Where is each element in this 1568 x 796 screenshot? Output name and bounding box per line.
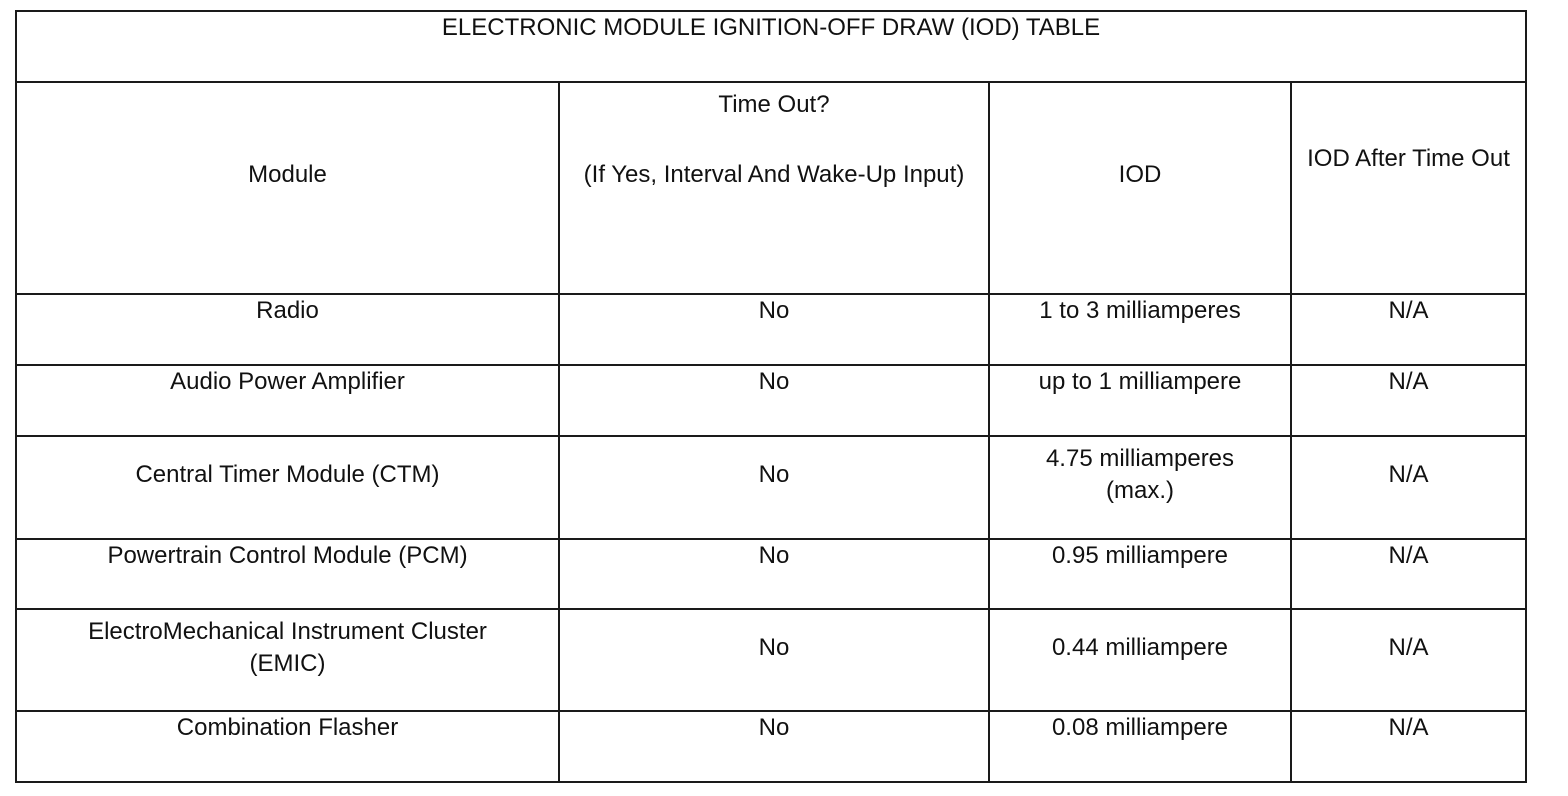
- cell-iod-after: N/A: [1291, 436, 1526, 539]
- cell-timeout: No: [559, 365, 989, 436]
- header-timeout-line2: (If Yes, Interval And Wake-Up Input): [583, 161, 965, 188]
- header-timeout: [559, 82, 989, 294]
- table-row: [16, 294, 1526, 365]
- header-iod-after: [1291, 82, 1526, 294]
- table-row: [16, 711, 1526, 782]
- table-row: [16, 539, 1526, 609]
- cell-iod-after: N/A: [1291, 711, 1526, 782]
- header-iod: [989, 82, 1291, 294]
- cell-module: Combination Flasher: [16, 711, 559, 782]
- cell-iod: 1 to 3 milliamperes: [989, 294, 1291, 365]
- table-row: [16, 609, 1526, 711]
- cell-module: ElectroMechanical Instrument Cluster (EMIC): [16, 609, 559, 711]
- cell-timeout: No: [559, 539, 989, 609]
- cell-module: Radio: [16, 294, 559, 365]
- header-row: [16, 82, 1526, 294]
- cell-iod: up to 1 milliampere: [989, 365, 1291, 436]
- cell-iod-after: N/A: [1291, 539, 1526, 609]
- cell-iod: 0.08 milliampere: [989, 711, 1291, 782]
- table-title: ELECTRONIC MODULE IGNITION-OFF DRAW (IOD) TABLE: [16, 11, 1526, 82]
- cell-module: Audio Power Amplifier: [16, 365, 559, 436]
- title-row: [16, 11, 1526, 82]
- header-timeout-line1: Time Out?: [718, 91, 830, 118]
- header-iod-label: IOD: [1118, 161, 1162, 188]
- table-row: [16, 365, 1526, 436]
- header-iod-after-label: IOD After Time Out: [1307, 145, 1510, 172]
- cell-iod: 0.44 milliampere: [989, 609, 1291, 711]
- header-module: [16, 82, 559, 294]
- cell-iod-after: N/A: [1291, 365, 1526, 436]
- cell-iod-after: N/A: [1291, 609, 1526, 711]
- cell-iod-after: N/A: [1291, 294, 1526, 365]
- cell-module: Powertrain Control Module (PCM): [16, 539, 559, 609]
- cell-module: Central Timer Module (CTM): [16, 436, 559, 539]
- header-module-label: Module: [248, 161, 327, 188]
- cell-timeout: No: [559, 436, 989, 539]
- iod-table: [15, 10, 1527, 783]
- cell-iod: 4.75 milliamperes (max.): [989, 436, 1291, 539]
- cell-timeout: No: [559, 711, 989, 782]
- cell-timeout: No: [559, 609, 989, 711]
- cell-timeout: No: [559, 294, 989, 365]
- table-row: [16, 436, 1526, 539]
- cell-iod: 0.95 milliampere: [989, 539, 1291, 609]
